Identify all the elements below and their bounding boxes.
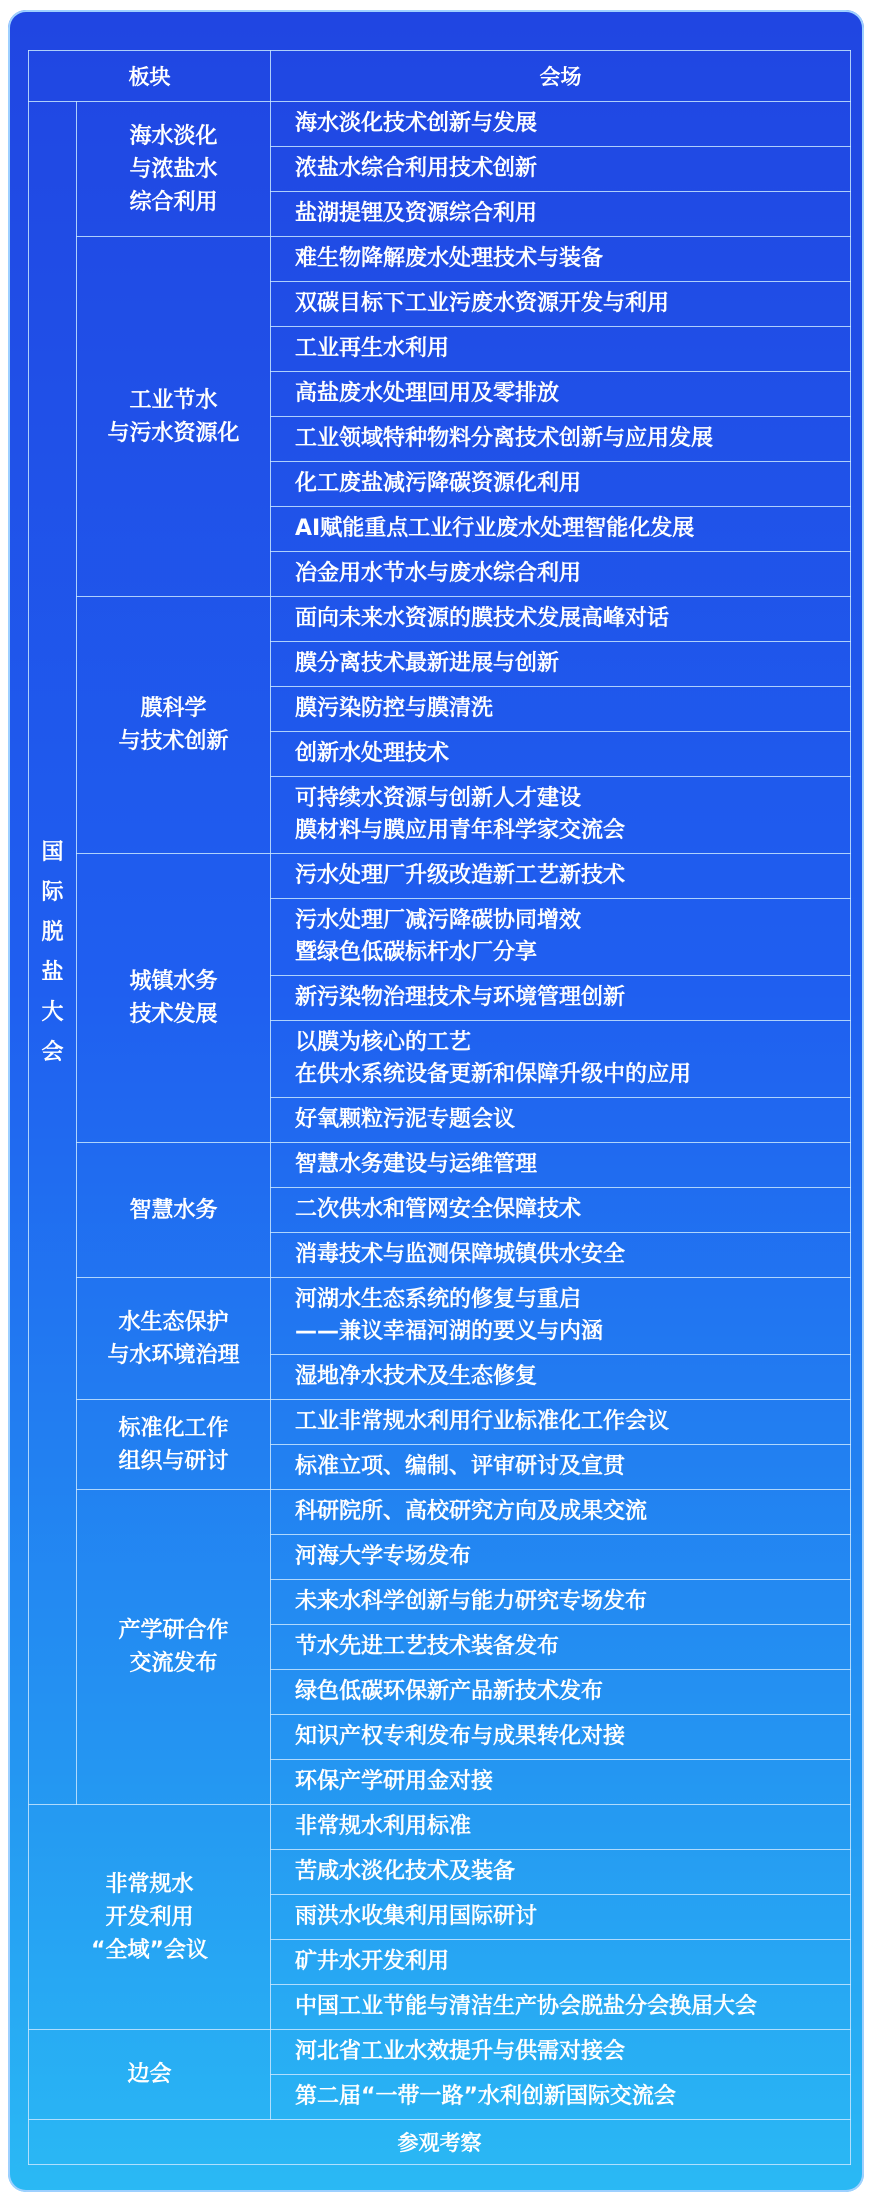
- venue-cell: 工业非常规水利用行业标准化工作会议: [271, 1400, 851, 1445]
- section-cell: 海水淡化 与浓盐水 综合利用: [77, 102, 271, 237]
- venue-cell: 环保产学研用金对接: [271, 1760, 851, 1805]
- section-cell: 智慧水务: [77, 1143, 271, 1278]
- venue-cell: 科研院所、高校研究方向及成果交流: [271, 1490, 851, 1535]
- venue-cell: 双碳目标下工业污废水资源开发与利用: [271, 282, 851, 327]
- venue-cell: 工业再生水利用: [271, 327, 851, 372]
- schedule-table: [28, 50, 851, 2165]
- venue-cell: 创新水处理技术: [271, 732, 851, 777]
- section-cell: 标准化工作 组织与研讨: [77, 1400, 271, 1490]
- venue-cell: 非常规水利用标准: [271, 1805, 851, 1850]
- header-row: [29, 51, 851, 102]
- venue-column-header: 会场: [271, 51, 851, 102]
- venue-cell: 知识产权专利发布与成果转化对接: [271, 1715, 851, 1760]
- table-row: [29, 1400, 851, 1445]
- venue-cell: 浓盐水综合利用技术创新: [271, 147, 851, 192]
- venue-cell: 二次供水和管网安全保障技术: [271, 1188, 851, 1233]
- venue-cell: 未来水科学创新与能力研究专场发布: [271, 1580, 851, 1625]
- venue-cell: 河湖水生态系统的修复与重启 ——兼议幸福河湖的要义与内涵: [271, 1278, 851, 1355]
- venue-cell: 工业领域特种物料分离技术创新与应用发展: [271, 417, 851, 462]
- section-cell: 膜科学 与技术创新: [77, 597, 271, 854]
- table-row: [29, 1143, 851, 1188]
- venue-cell: 难生物降解废水处理技术与装备: [271, 237, 851, 282]
- venue-cell: 污水处理厂升级改造新工艺新技术: [271, 854, 851, 899]
- table-row: [29, 1490, 851, 1535]
- venue-cell: 盐湖提锂及资源综合利用: [271, 192, 851, 237]
- venue-cell: 污水处理厂减污降碳协同增效 暨绿色低碳标杆水厂分享: [271, 899, 851, 976]
- venue-cell: 第二届“一带一路”水利创新国际交流会: [271, 2075, 851, 2120]
- venue-cell: 面向未来水资源的膜技术发展高峰对话: [271, 597, 851, 642]
- section-cell: 城镇水务 技术发展: [77, 854, 271, 1143]
- section-column-header: 板块: [29, 51, 271, 102]
- venue-cell: 膜污染防控与膜清洗: [271, 687, 851, 732]
- venue-cell: 高盐废水处理回用及零排放: [271, 372, 851, 417]
- venue-cell: 节水先进工艺技术装备发布: [271, 1625, 851, 1670]
- schedule-body: [29, 102, 851, 2165]
- footer-row: [29, 2120, 851, 2165]
- section-cell: 产学研合作 交流发布: [77, 1490, 271, 1805]
- venue-cell: 膜分离技术最新进展与创新: [271, 642, 851, 687]
- venue-cell: 河海大学专场发布: [271, 1535, 851, 1580]
- table-row: [29, 854, 851, 899]
- table-row: [29, 2030, 851, 2075]
- site-visit-cell: 参观考察: [29, 2120, 851, 2165]
- venue-cell: 标准立项、编制、评审研讨及宣贯: [271, 1445, 851, 1490]
- venue-cell: 矿井水开发利用: [271, 1940, 851, 1985]
- venue-cell: 湿地净水技术及生态修复: [271, 1355, 851, 1400]
- section-cell: 边会: [29, 2030, 271, 2120]
- venue-cell: 可持续水资源与创新人才建设 膜材料与膜应用青年科学家交流会: [271, 777, 851, 854]
- section-cell: 工业节水 与污水资源化: [77, 237, 271, 597]
- venue-cell: 智慧水务建设与运维管理: [271, 1143, 851, 1188]
- venue-cell: 海水淡化技术创新与发展: [271, 102, 851, 147]
- venue-cell: 绿色低碳环保新产品新技术发布: [271, 1670, 851, 1715]
- venue-cell: 好氧颗粒污泥专题会议: [271, 1098, 851, 1143]
- venue-cell: 化工废盐减污降碳资源化利用: [271, 462, 851, 507]
- section-cell: 水生态保护 与水环境治理: [77, 1278, 271, 1400]
- schedule-panel: [8, 10, 864, 2192]
- conference-cell: 国 际 脱 盐 大 会: [29, 102, 77, 1805]
- venue-cell: 雨洪水收集利用国际研讨: [271, 1895, 851, 1940]
- venue-cell: 冶金用水节水与废水综合利用: [271, 552, 851, 597]
- table-row: [29, 1805, 851, 1850]
- venue-cell: 河北省工业水效提升与供需对接会: [271, 2030, 851, 2075]
- table-row: [29, 1278, 851, 1355]
- venue-cell: 消毒技术与监测保障城镇供水安全: [271, 1233, 851, 1278]
- table-row: [29, 597, 851, 642]
- venue-cell: AI赋能重点工业行业废水处理智能化发展: [271, 507, 851, 552]
- table-row: [29, 237, 851, 282]
- venue-cell: 中国工业节能与清洁生产协会脱盐分会换届大会: [271, 1985, 851, 2030]
- venue-cell: 以膜为核心的工艺 在供水系统设备更新和保障升级中的应用: [271, 1021, 851, 1098]
- section-cell: 非常规水 开发利用 “全域”会议: [29, 1805, 271, 2030]
- table-row: [29, 102, 851, 147]
- venue-cell: 新污染物治理技术与环境管理创新: [271, 976, 851, 1021]
- venue-cell: 苦咸水淡化技术及装备: [271, 1850, 851, 1895]
